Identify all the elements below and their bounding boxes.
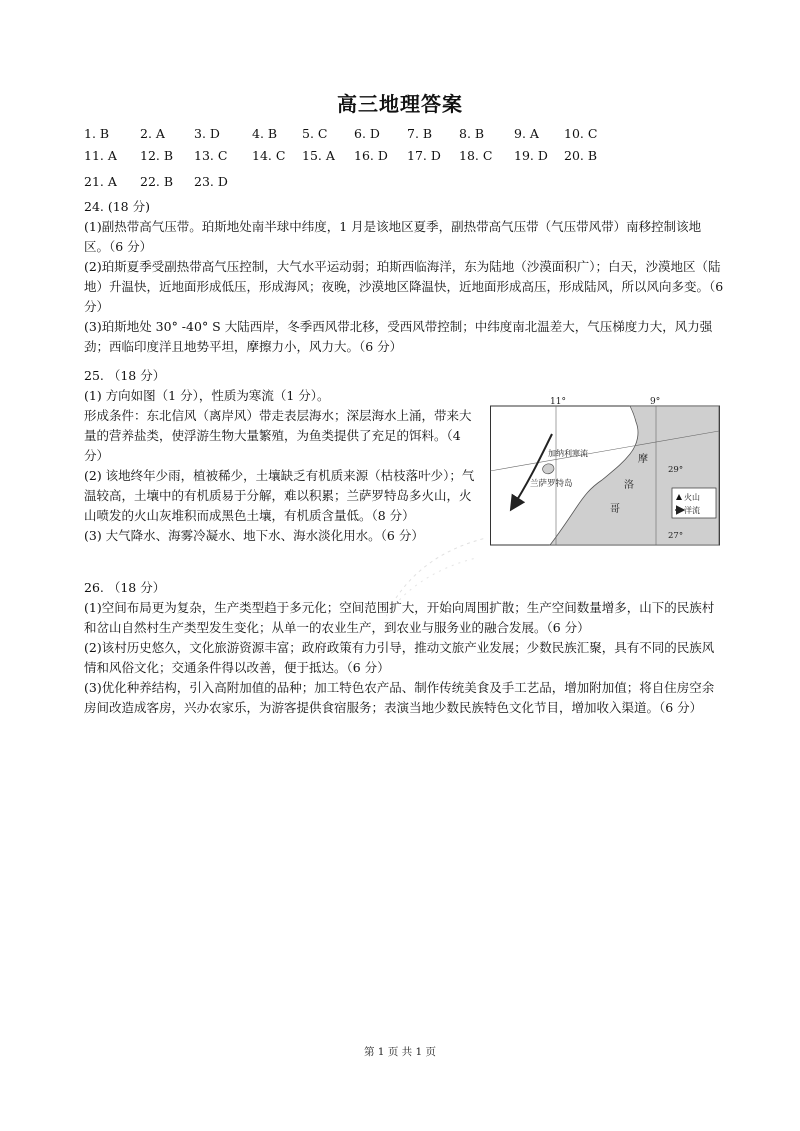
question-26 (84, 578, 724, 718)
q24-heading: 24. (18 分) (84, 199, 150, 214)
page-footer: 第 1 页 共 1 页 (363, 1046, 437, 1058)
legend-current: 洋流 (684, 506, 700, 515)
mc-answer: 12. B (140, 148, 174, 163)
q25-part1: (1) 方向如图（1 分），性质为寒流（1 分）。 (84, 388, 330, 403)
mc-answer: 18. C (459, 148, 493, 163)
q25-heading: 25. （18 分） (84, 368, 166, 383)
q26-part2: (2)该村历史悠久，文化旅游资源丰富；政府政策有力引导，推动文旅产业发展；少数民族汇聚，具有不同的民族风情和风俗文化；交通条件得以改善，便于抵达。（6 分） (84, 640, 715, 675)
country-char-1: 摩 (638, 454, 648, 465)
legend-volcano: 火山 (684, 493, 700, 502)
mc-answer: 7. B (407, 126, 433, 141)
lon-label-11: 11° (550, 397, 566, 407)
current-label: 加纳利寒流 (548, 449, 588, 458)
mc-answer: 3. D (194, 126, 220, 141)
mc-answer: 22. B (140, 174, 174, 189)
island-lanzarote (543, 464, 554, 474)
q26-heading: 26. （18 分） (84, 580, 166, 595)
q24-part2: (2)珀斯夏季受副热带高气压控制，大气水平运动弱；珀斯西临海洋，东为陆地（沙漠面积广）；白天，沙漠地区（陆地）升温快，近地面形成低压，形成海风；夜晚，沙漠地区降温快，近地面形成高压，形成陆风，所以风向多变。（6 分） (84, 259, 724, 314)
mc-answer: 14. C (252, 148, 286, 163)
lat-label-27: 27° (668, 531, 684, 541)
q26-part1: (1)空间布局更为复杂，生产类型趋于多元化；空间范围扩大，开始向周围扩散；生产空间数量增多，山下的民族村和岔山自然村生产类型发生变化；从单一的农业生产，到农业与服务业的融合发展。（6 分） (84, 600, 715, 635)
q26-part3: (3)优化种养结构，引入高附加值的品种；加工特色农产品、制作传统美食及手工艺品，增加附加值；将自住房空余房间改造成客房，兴办农家乐，为游客提供食宿服务；表演当地少数民族特色文化节目，增加收入渠道。（6 分） (84, 680, 715, 715)
mc-answer: 19. D (514, 148, 548, 163)
canary-current-map (490, 396, 720, 546)
island-label: 兰萨罗特岛 (530, 479, 573, 489)
page-title: 高三地理答案 (337, 92, 463, 116)
mc-answer: 2. A (140, 126, 165, 141)
mc-answer: 21. A (84, 174, 117, 189)
lat-label-29: 29° (668, 465, 684, 475)
country-char-3: 哥 (610, 504, 620, 515)
mc-answer: 10. C (564, 126, 598, 141)
mc-answer: 23. D (194, 174, 228, 189)
q25-formation: 形成条件：东北信风（离岸风）带走表层海水；深层海水上涌，带来大量的营养盐类，使浮游生物大量繁殖，为鱼类提供了充足的饵料。（4 分） (84, 408, 472, 463)
mc-answer: 20. B (564, 148, 598, 163)
mc-answer: 15. A (302, 148, 335, 163)
q25-part2: (2) 该地终年少雨，植被稀少，土壤缺乏有机质来源（枯枝落叶少）；气温较高，土壤中的有机质易于分解，难以积累；兰萨罗特岛多火山，火山喷发的火山灰堆积而成黑色土壤，有机质含量低。（8 分） (84, 468, 475, 523)
mc-answer: 8. B (459, 126, 485, 141)
mc-answer: 13. C (194, 148, 228, 163)
mc-answer: 5. C (302, 126, 328, 141)
mc-answer: 6. D (354, 126, 380, 141)
country-char-2: 洛 (624, 480, 634, 491)
mc-answer: 4. B (252, 126, 278, 141)
q24-part1: (1)副热带高气压带。珀斯地处南半球中纬度，1 月是该地区夏季，副热带高气压带（气压带风带）南移控制该地区。（6 分） (84, 219, 702, 254)
q24-part3: (3)珀斯地处 30° -40° S 大陆西岸，冬季西风带北移，受西风带控制；中纬度南北温差大，气压梯度力大，风力强劲；西临印度洋且地势平坦，摩擦力小，风力大。（6 分） (84, 319, 713, 354)
mc-answer: 9. A (514, 126, 539, 141)
q25-part3: (3) 大气降水、海雾冷凝水、地下水、海水淡化用水。（6 分） (84, 528, 424, 543)
lon-label-9: 9° (650, 397, 661, 407)
mc-answer: 11. A (84, 148, 117, 163)
question-24 (84, 197, 724, 357)
mc-answer: 16. D (354, 148, 388, 163)
mc-answer: 17. D (407, 148, 441, 163)
map-svg (490, 396, 720, 546)
mc-answer: 1. B (84, 126, 110, 141)
